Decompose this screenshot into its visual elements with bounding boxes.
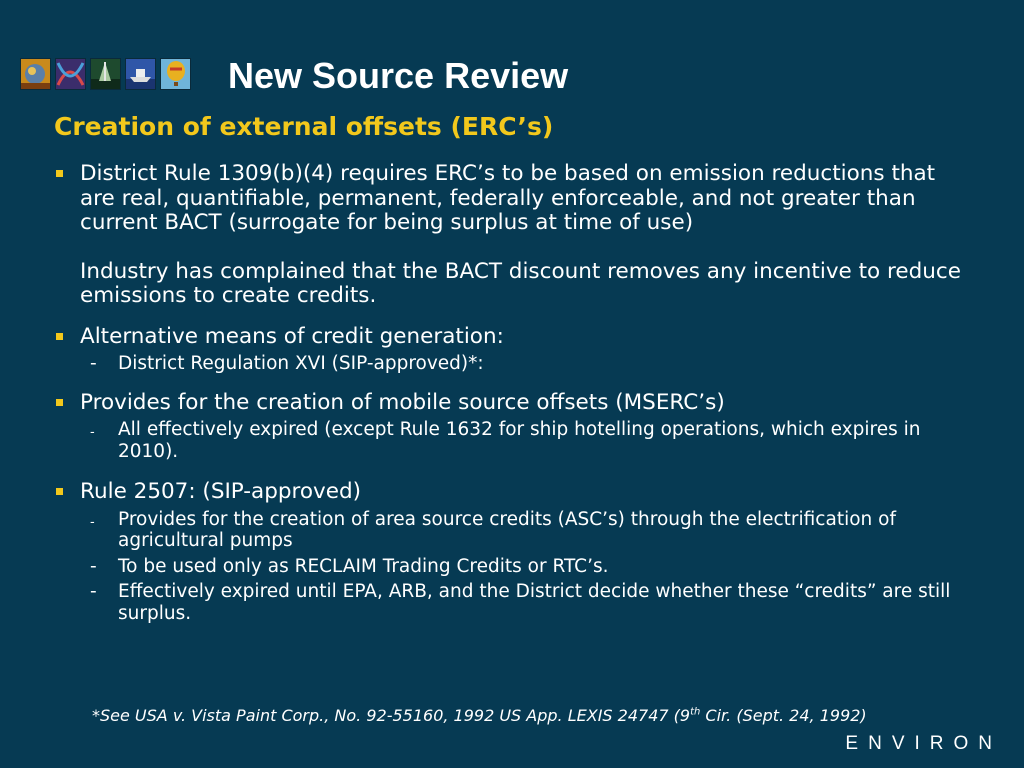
globe-map-image xyxy=(20,58,51,90)
bullet-text: Rule 2507: (SIP-approved) xyxy=(80,479,362,504)
bullet-item xyxy=(54,480,974,505)
environ-logo: ENVIRON xyxy=(845,733,1002,754)
sub-bullet-item xyxy=(54,581,974,624)
footnote xyxy=(92,706,968,726)
bullet-text: Provides for the creation of mobile source offsets (MSERC’s) xyxy=(80,389,725,415)
body-paragraph: Industry has complained that the BACT discount removes any incentive to reduce emissions to create credits. xyxy=(80,258,961,308)
sub-bullet-text: All effectively expired (except Rule 1632 for ship hotelling operations, which expires in 2010). xyxy=(118,419,921,462)
sub-bullet-item xyxy=(54,509,974,552)
bullet-item xyxy=(54,325,974,350)
footnote-text: *See USA v. Vista Paint Corp., No. 92-55160, 1992 US App. LEXIS 24747 (9 xyxy=(92,706,691,725)
bullet-item xyxy=(54,162,974,236)
footnote-text-end: Cir. (Sept. 24, 1992) xyxy=(700,706,867,725)
sub-bullet-text: District Regulation XVI (SIP-approved)*: xyxy=(118,353,484,374)
hot-air-balloon-image xyxy=(160,58,191,90)
sub-bullet-text: Effectively expired until EPA, ARB, and the District decide whether these “credits” are still surplus. xyxy=(118,581,951,624)
bullet-square-icon xyxy=(56,333,63,340)
ship-image xyxy=(125,58,156,90)
page-subtitle: Creation of external offsets (ERC’s) xyxy=(54,112,554,141)
bullet-text: Alternative means of credit generation: xyxy=(80,323,504,349)
bullet-item xyxy=(54,391,974,416)
header-image-strip xyxy=(20,58,191,90)
sub-bullet-text: Provides for the creation of area source credits (ASC’s) through the electrification of agricultural pumps xyxy=(118,508,896,551)
dash-icon: - xyxy=(90,514,95,530)
sub-bullet-item xyxy=(54,556,974,578)
bullet-square-icon xyxy=(56,170,63,177)
footnote-superscript: th xyxy=(690,706,701,718)
oil-rig-image xyxy=(90,58,121,90)
sub-bullet-item xyxy=(54,353,974,375)
dash-icon: - xyxy=(90,581,97,602)
dna-helix-image xyxy=(55,58,86,90)
bullet-square-icon xyxy=(56,399,63,406)
dash-icon: - xyxy=(90,353,97,374)
page-title: New Source Review xyxy=(228,55,569,96)
sub-bullet-item xyxy=(54,419,974,462)
bullet-text: District Rule 1309(b)(4) requires ERC’s to be based on emission reductions that are real, quantifiable, permanent, federally enforceable, and not greater than current BACT (surrogate for being surplus at time of use) xyxy=(80,161,936,235)
dash-icon: - xyxy=(90,555,97,577)
slide-body xyxy=(54,162,974,624)
bullet-square-icon xyxy=(56,488,63,495)
sub-bullet-text: To be used only as RECLAIM Trading Credits or RTC’s. xyxy=(118,555,609,577)
dash-icon: - xyxy=(90,425,95,440)
